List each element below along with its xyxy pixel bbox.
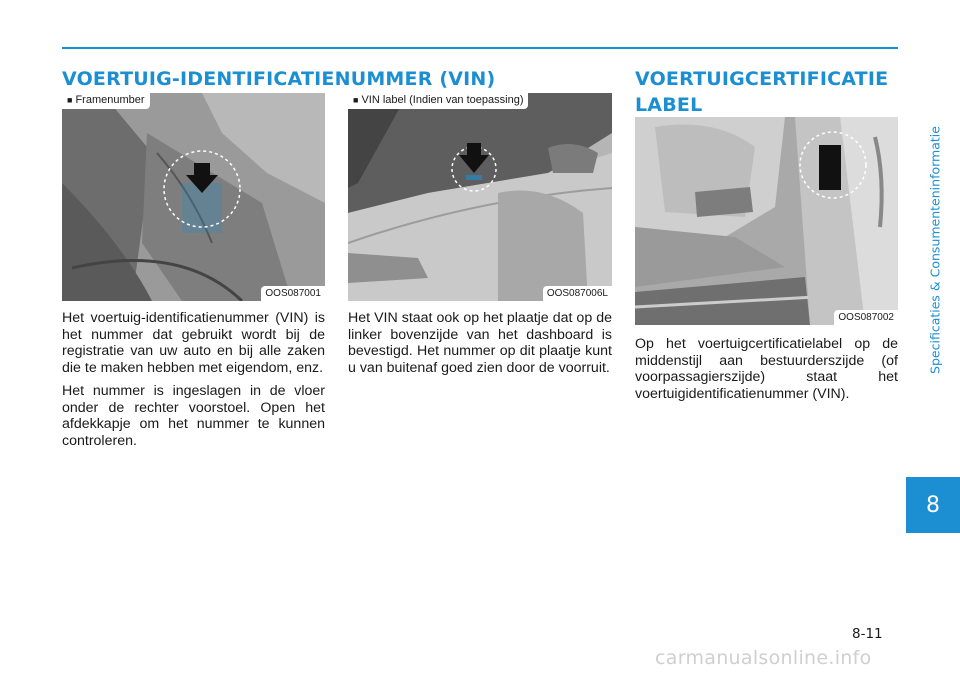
- chapter-side-title: [926, 30, 944, 470]
- figure-certificate-label: [635, 117, 898, 325]
- watermark: carmanualsonline.info: [655, 647, 872, 669]
- vin-label-photo: [348, 93, 612, 301]
- chapter-title-text: Specificaties & Consumenteninformatie: [927, 126, 943, 374]
- caption-text: VIN label (Indien van toepassing): [361, 94, 524, 106]
- paragraph: Het VIN staat ook op het plaatje dat op de linker bovenzijde van het dashboard is bevestigd. Het nummer op dit plaatje kunt u van buitenaf goed zien door de voorruit.: [348, 310, 612, 376]
- figure-caption: [348, 93, 528, 109]
- figure-code: OOS087006L: [543, 286, 612, 301]
- frame-number-photo: [62, 93, 325, 301]
- body-column-3: [635, 336, 898, 409]
- caption-marker: ■: [353, 95, 359, 105]
- body-column-2: [348, 310, 612, 383]
- page-number: 8-11: [852, 626, 883, 642]
- section-title-vin: VOERTUIG-IDENTIFICATIENUMMER (VIN): [62, 68, 496, 90]
- paragraph: Het voertuig-identificatienummer (VIN) is het nummer dat gebruikt wordt bij de registratie van uw auto en bij alle zaken die te maken hebben met eigendom, enz.: [62, 310, 325, 376]
- section-title-certificate-label: [635, 66, 888, 118]
- figure-code: OOS087001: [261, 286, 325, 301]
- paragraph: Op het voertuigcertificatielabel op de middenstijl aan bestuurderszijde (of voorpassagierszijde) staat het voertuigidentificatienummer (VIN).: [635, 336, 898, 402]
- body-column-1: [62, 310, 325, 456]
- section-title-line2: LABEL: [635, 94, 703, 116]
- section-title-line1: VOERTUIGCERTIFICATIE: [635, 68, 889, 90]
- paragraph: Het nummer is ingeslagen in de vloer onder de rechter voorstoel. Open het afdekkapje om het nummer te kunnen controleren.: [62, 383, 325, 449]
- caption-text: Framenumber: [75, 94, 145, 106]
- caption-marker: ■: [67, 95, 73, 105]
- certificate-label-photo: [635, 117, 898, 325]
- figure-code: OOS087002: [834, 310, 898, 325]
- header-rule: [62, 47, 898, 49]
- figure-caption: [62, 93, 150, 109]
- chapter-number-tab: 8: [906, 477, 960, 533]
- figure-frame-number: [62, 93, 325, 301]
- figure-vin-label: [348, 93, 612, 301]
